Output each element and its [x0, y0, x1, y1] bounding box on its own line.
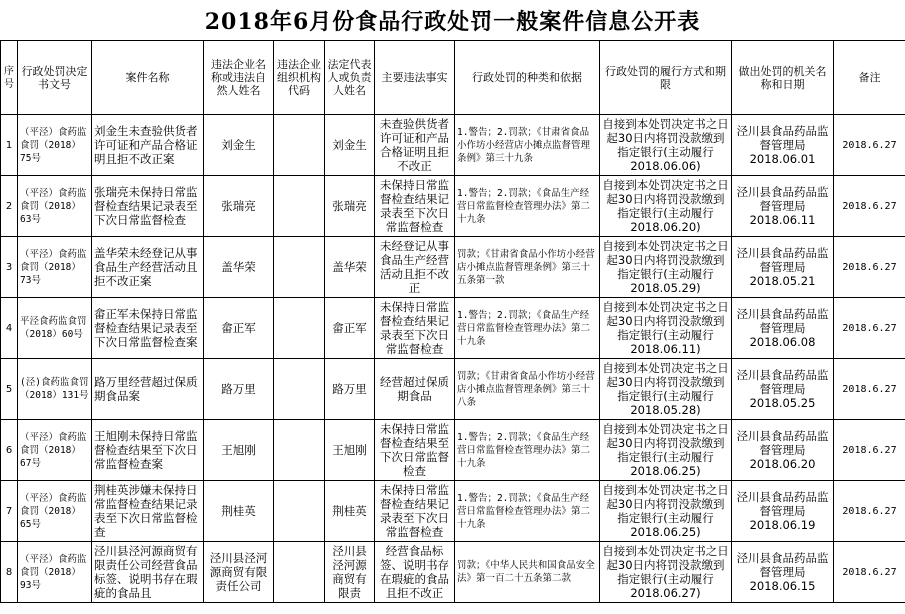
cell-penalty-text: 罚款；《甘肃省食品小作坊小经营店小摊点监督管理条例》第三十八条: [457, 370, 595, 408]
cell-note-text: 2018.6.27: [842, 505, 897, 517]
cell-method-text: 自接到本处罚决定书之日起30日内将罚没款缴到指定银行(主动履行2018.06.25): [602, 422, 729, 478]
cell-facts-text: 未保持日常监督检查结果记录表至下次日常监督检查: [380, 483, 449, 539]
cell-facts[interactable]: [375, 237, 455, 298]
cell-method-text: 自接到本处罚决定书之日起30日内将罚没款缴到指定银行(主动履行2018.06.25): [602, 483, 729, 539]
cell-penalty[interactable]: [455, 115, 600, 176]
cell-org-code[interactable]: [274, 176, 325, 237]
cell-note[interactable]: [834, 481, 905, 542]
cell-party[interactable]: [204, 542, 274, 603]
cell-penalty-text: 1.警告；2.罚款；《甘肃省食品小作坊小经营店小摊点监督管理条例》第三十九条: [457, 126, 591, 164]
cell-org-code[interactable]: [274, 481, 325, 542]
cell-party-text: 荆桂英: [221, 504, 256, 518]
cell-penalty[interactable]: [455, 237, 600, 298]
cell-party-text: 张瑞亮: [221, 199, 256, 213]
cell-no[interactable]: [1, 481, 18, 542]
cell-case[interactable]: [92, 359, 204, 420]
cell-party[interactable]: [204, 359, 274, 420]
cell-doc-no[interactable]: [18, 420, 92, 481]
cell-authority-text: 泾川县食品药品监督管理局2018.05.25: [736, 368, 829, 410]
cell-rep-text: 张瑞亮: [332, 199, 367, 213]
cell-doc-no-text: （平泾）食药监食罚（2018）67号: [20, 431, 87, 469]
cell-rep[interactable]: [325, 115, 375, 176]
header-cell-method[interactable]: 行政处罚的履行方式和期限: [600, 41, 732, 115]
cell-authority[interactable]: [732, 176, 834, 237]
cell-party-text: 刘金生: [221, 138, 256, 152]
cell-authority[interactable]: [732, 115, 834, 176]
cell-case-text: 盖华荣未经登记从事食品生产经营活动且拒不改正案: [94, 246, 198, 288]
cell-rep[interactable]: [325, 359, 375, 420]
cell-party-text: 畲正军: [221, 321, 256, 335]
header-cell-party[interactable]: 违法企业名称或违法自然人姓名: [204, 41, 274, 115]
cell-authority[interactable]: [732, 359, 834, 420]
cell-authority-text: 泾川县食品药品监督管理局2018.06.20: [736, 429, 829, 471]
cell-org-code[interactable]: [274, 237, 325, 298]
cell-facts-text: 经营超过保质期食品: [380, 375, 449, 403]
cell-penalty-text: 罚款；《中华人民共和国食品安全法》第一百二十五条第二款: [457, 560, 595, 584]
cell-penalty[interactable]: [455, 298, 600, 359]
cell-method-text: 自接到本处罚决定书之日起30日内将罚没款缴到指定银行(主动履行2018.06.06): [602, 117, 729, 173]
cell-penalty[interactable]: [455, 359, 600, 420]
table-row[interactable]: [1, 481, 905, 542]
cell-no-text: 4: [5, 322, 13, 334]
cell-doc-no-text: （平泾）食药监食罚（2018）73号: [20, 248, 87, 286]
cell-note[interactable]: [834, 420, 905, 481]
cell-note[interactable]: [834, 298, 905, 359]
cell-penalty-text: 1.警告；2.罚款；《食品生产经营日常监督检查管理办法》第二十九条: [457, 309, 591, 347]
cell-facts[interactable]: [375, 115, 455, 176]
cell-org-code[interactable]: [274, 420, 325, 481]
table-row[interactable]: [1, 298, 905, 359]
cell-authority-text: 泾川县食品药品监督管理局2018.06.08: [736, 307, 829, 349]
cell-method[interactable]: [600, 237, 732, 298]
cell-no[interactable]: [1, 115, 18, 176]
header-cell-penalty[interactable]: 行政处罚的种类和依据: [455, 41, 600, 115]
cell-note[interactable]: [834, 176, 905, 237]
cell-note-text: 2018.6.27: [842, 139, 897, 151]
cell-no[interactable]: [1, 420, 18, 481]
cell-note-text: 2018.6.27: [842, 200, 897, 212]
cell-case-text: 畲正军未保持日常监督检查结果记录表至下次日常监督检查案: [94, 307, 198, 349]
cell-method-text: 自接到本处罚决定书之日起30日内将罚没款缴到指定银行(主动履行2018.06.27): [602, 544, 729, 600]
cell-doc-no-text: （平泾）食药监食罚（2018）93号: [20, 553, 87, 591]
header-cell-doc-no[interactable]: 行政处罚决定书文号: [18, 41, 92, 115]
table-row[interactable]: [1, 420, 905, 481]
cell-org-code[interactable]: [274, 359, 325, 420]
table-row[interactable]: [1, 176, 905, 237]
cell-no[interactable]: [1, 176, 18, 237]
cell-rep[interactable]: [325, 237, 375, 298]
cell-note[interactable]: [834, 237, 905, 298]
cell-case[interactable]: [92, 237, 204, 298]
cell-case[interactable]: [92, 542, 204, 603]
table-row[interactable]: [1, 115, 905, 176]
cell-doc-no[interactable]: [18, 176, 92, 237]
cell-org-code[interactable]: [274, 115, 325, 176]
cell-penalty-text: 1.警告；2.罚款；《食品生产经营日常监督检查管理办法》第二十九条: [457, 492, 591, 530]
cell-authority[interactable]: [732, 420, 834, 481]
cell-doc-no[interactable]: [18, 481, 92, 542]
cell-penalty[interactable]: [455, 176, 600, 237]
cell-rep[interactable]: [325, 176, 375, 237]
cell-no-text: 2: [5, 200, 13, 212]
table-row[interactable]: [1, 359, 905, 420]
header-cell-note[interactable]: 备注: [834, 41, 905, 115]
cell-party[interactable]: [204, 115, 274, 176]
cell-party[interactable]: [204, 298, 274, 359]
cell-facts-text: 未保持日常监督检查结果至下次日常监督检查: [380, 422, 449, 478]
header-cell-case[interactable]: 案件名称: [92, 41, 204, 115]
cell-facts[interactable]: [375, 176, 455, 237]
cell-authority[interactable]: [732, 298, 834, 359]
cell-facts-text: 经营食品标签、说明书存在瑕疵的食品且拒不改正: [380, 544, 449, 600]
cell-case-text: 刘金生未查验供货者许可证和产品合格证明且拒不改正案: [94, 124, 198, 166]
cell-doc-no-text: （平泾）食药监食罚（2018）63号: [20, 187, 87, 225]
cell-method[interactable]: [600, 542, 732, 603]
cell-method[interactable]: [600, 298, 732, 359]
cell-case[interactable]: [92, 298, 204, 359]
cell-no-text: 7: [5, 505, 13, 517]
header-cell-no[interactable]: 序号: [1, 41, 18, 115]
cell-note-text: 2018.6.27: [842, 322, 897, 334]
cell-note[interactable]: [834, 359, 905, 420]
cell-no-text: 3: [5, 261, 13, 273]
cell-facts[interactable]: [375, 359, 455, 420]
cell-case[interactable]: [92, 176, 204, 237]
cell-case-text: 王旭刚未保持日常监督检查结果至下次日常监督检查案: [94, 429, 198, 471]
cell-facts[interactable]: [375, 542, 455, 603]
cell-penalty[interactable]: [455, 481, 600, 542]
cell-doc-no[interactable]: [18, 298, 92, 359]
cell-note-text: 2018.6.27: [842, 383, 897, 395]
cell-facts-text: 未保持日常监督检查结果记录表至下次日常监督检查: [380, 300, 449, 356]
cell-no-text: 8: [5, 566, 13, 578]
cell-case[interactable]: [92, 420, 204, 481]
header-cell-org-code[interactable]: 违法企业组织机构代码: [274, 41, 325, 115]
cell-facts[interactable]: [375, 420, 455, 481]
cell-case-text: 路万里经营超过保质期食品案: [94, 375, 198, 403]
cell-authority-text: 泾川县食品药品监督管理局2018.06.15: [736, 551, 829, 593]
cell-no-text: 6: [5, 444, 13, 456]
cell-method[interactable]: [600, 359, 732, 420]
page-title: 2018年6月份食品行政处罚一般案件信息公开表: [204, 8, 701, 35]
cell-case[interactable]: [92, 481, 204, 542]
cell-method[interactable]: [600, 115, 732, 176]
cell-doc-no[interactable]: [18, 115, 92, 176]
cell-penalty[interactable]: [455, 542, 600, 603]
cell-doc-no-text: (泾)食药监食罚（2018）131号: [20, 377, 89, 401]
penalty-table: [0, 40, 905, 603]
cell-rep-text: 盖华荣: [332, 260, 367, 274]
cell-party-text: 泾川县泾河源商贸有限责任公司: [209, 551, 268, 593]
cell-case-text: 张瑞亮未保持日常监督检查结果记录表至下次日常监督检查: [94, 185, 198, 227]
cell-rep-text: 泾川县泾河源商贸有限责: [332, 544, 367, 600]
cell-method-text: 自接到本处罚决定书之日起30日内将罚没款缴到指定银行(主动履行2018.05.28): [602, 361, 729, 417]
cell-authority[interactable]: [732, 542, 834, 603]
cell-no[interactable]: [1, 359, 18, 420]
cell-method[interactable]: [600, 176, 732, 237]
cell-no[interactable]: [1, 542, 18, 603]
cell-party[interactable]: [204, 176, 274, 237]
cell-rep-text: 荆桂英: [332, 504, 367, 518]
cell-party[interactable]: [204, 420, 274, 481]
cell-rep-text: 畲正军: [332, 321, 367, 335]
header-row: [1, 41, 905, 115]
cell-method[interactable]: [600, 420, 732, 481]
cell-case-text: 荆桂英涉嫌未保持日常监督检查结果记录表至下次日常监督检查: [94, 483, 198, 539]
cell-rep[interactable]: [325, 298, 375, 359]
cell-doc-no-text: （平泾）食药监食罚（2018）65号: [20, 492, 87, 530]
cell-note-text: 2018.6.27: [842, 261, 897, 273]
cell-note-text: 2018.6.27: [842, 444, 897, 456]
cell-doc-no[interactable]: [18, 359, 92, 420]
cell-method-text: 自接到本处罚决定书之日起30日内将罚没款缴到指定银行(主动履行2018.05.29): [602, 239, 729, 295]
cell-note[interactable]: [834, 542, 905, 603]
cell-case[interactable]: [92, 115, 204, 176]
cell-method-text: 自接到本处罚决定书之日起30日内将罚没款缴到指定银行(主动履行2018.06.20): [602, 178, 729, 234]
cell-authority-text: 泾川县食品药品监督管理局2018.06.19: [736, 490, 829, 532]
cell-authority[interactable]: [732, 237, 834, 298]
cell-party-text: 王旭刚: [221, 443, 256, 457]
cell-penalty-text: 罚款；《甘肃省食品小作坊小经营店小摊点监督管理条例》第三十五条第一款: [457, 248, 595, 286]
cell-facts[interactable]: [375, 481, 455, 542]
cell-note[interactable]: [834, 115, 905, 176]
cell-note-text: 2018.6.27: [842, 566, 897, 578]
cell-authority-text: 泾川县食品药品监督管理局2018.06.11: [736, 185, 829, 227]
cell-party[interactable]: [204, 237, 274, 298]
header-cell-authority[interactable]: 做出处罚的机关名称和日期: [732, 41, 834, 115]
cell-rep-text: 王旭刚: [332, 443, 367, 457]
cell-facts-text: 未经登记从事食品生产经营活动且拒不改正: [380, 239, 449, 295]
cell-party[interactable]: [204, 481, 274, 542]
cell-method[interactable]: [600, 481, 732, 542]
cell-facts[interactable]: [375, 298, 455, 359]
header-cell-facts[interactable]: 主要违法事实: [375, 41, 455, 115]
cell-facts-text: 未保持日常监督检查结果记录表至下次日常监督检查: [380, 178, 449, 234]
cell-no-text: 1: [5, 139, 13, 151]
cell-no[interactable]: [1, 237, 18, 298]
cell-method-text: 自接到本处罚决定书之日起30日内将罚没款缴到指定银行(主动履行2018.06.11): [602, 300, 729, 356]
cell-no-text: 5: [5, 383, 13, 395]
cell-authority-text: 泾川县食品药品监督管理局2018.05.21: [736, 246, 829, 288]
cell-facts-text: 未查验供货者许可证和产品合格证明且拒不改正: [380, 117, 449, 173]
cell-authority[interactable]: [732, 481, 834, 542]
cell-rep-text: 刘金生: [332, 138, 367, 152]
cell-doc-no-text: （平泾）食药监食罚（2018）75号: [20, 126, 87, 164]
cell-authority-text: 泾川县食品药品监督管理局2018.06.01: [736, 124, 829, 166]
cell-rep[interactable]: [325, 542, 375, 603]
cell-party-text: 盖华荣: [221, 260, 256, 274]
cell-penalty[interactable]: [455, 420, 600, 481]
cell-case-text: 泾川县泾河源商贸有限责任公司经营食品标签、说明书存在瑕疵的食品且: [94, 544, 198, 600]
header-cell-rep[interactable]: 法定代表人或负责人姓名: [325, 41, 375, 115]
cell-rep[interactable]: [325, 481, 375, 542]
cell-rep[interactable]: [325, 420, 375, 481]
table-row[interactable]: [1, 542, 905, 603]
cell-penalty-text: 1.警告；2.罚款；《食品生产经营日常监督检查管理办法》第二十九条: [457, 431, 591, 469]
cell-rep-text: 路万里: [332, 382, 367, 396]
cell-penalty-text: 1.警告；2.罚款；《食品生产经营日常监督检查管理办法》第二十九条: [457, 187, 591, 225]
table-row[interactable]: [1, 237, 905, 298]
cell-doc-no[interactable]: [18, 237, 92, 298]
cell-doc-no[interactable]: [18, 542, 92, 603]
cell-org-code[interactable]: [274, 542, 325, 603]
cell-party-text: 路万里: [221, 382, 256, 396]
cell-doc-no-text: 平泾食药监食罚（2018）60号: [20, 316, 87, 340]
cell-org-code[interactable]: [274, 298, 325, 359]
cell-no[interactable]: [1, 298, 18, 359]
